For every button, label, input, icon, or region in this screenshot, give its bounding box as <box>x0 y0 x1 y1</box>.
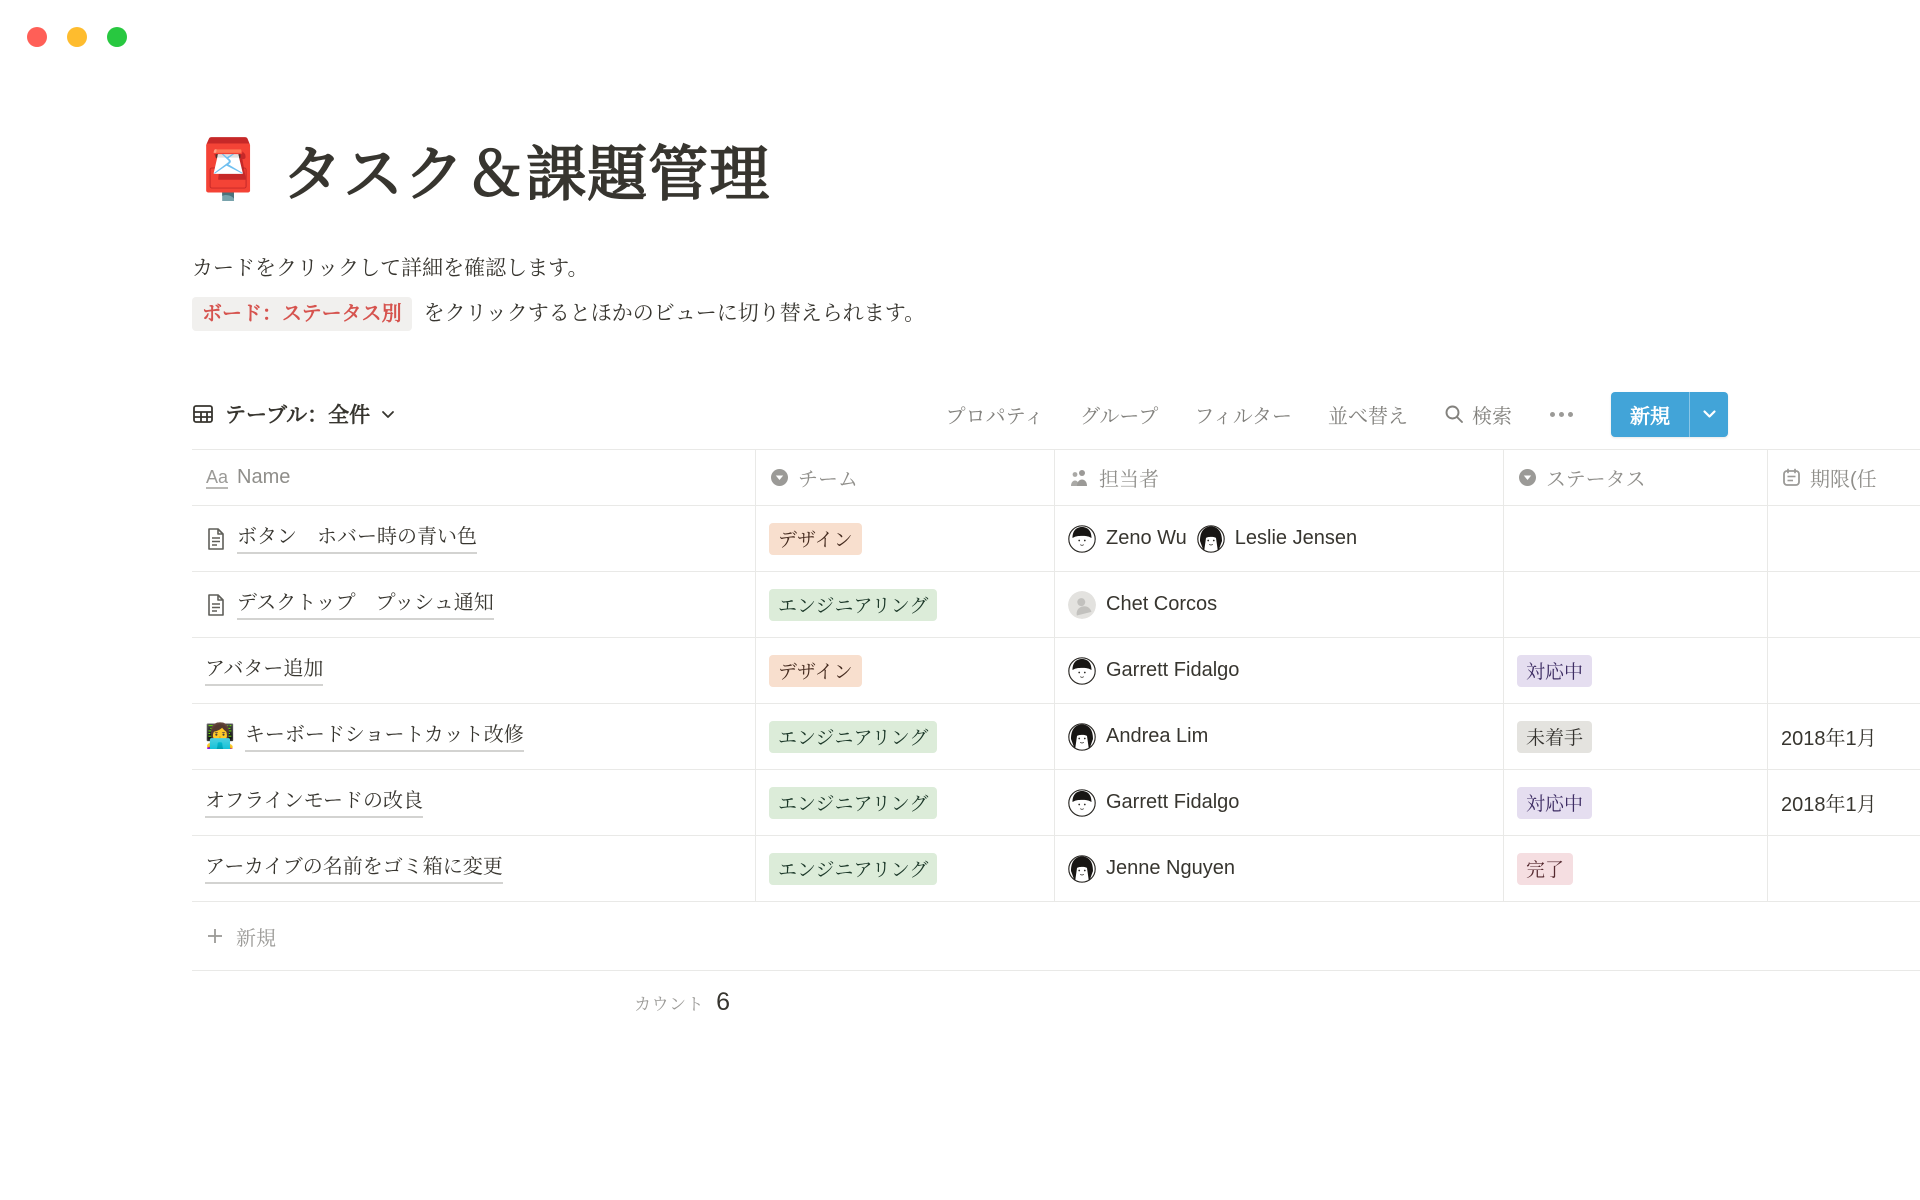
minimize-window-button[interactable] <box>67 27 87 47</box>
toolbar-item-group[interactable]: グループ <box>1079 405 1159 428</box>
assignee-cell[interactable] <box>1055 770 1504 835</box>
assignee <box>1068 657 1239 685</box>
status-cell[interactable] <box>1504 836 1768 901</box>
avatar <box>1068 657 1096 685</box>
table-row <box>192 836 1920 902</box>
column-label: ステータス <box>1546 469 1646 491</box>
table-view-icon <box>192 403 214 425</box>
team-tag: エンジニアリング <box>769 721 937 753</box>
assignee-cell[interactable] <box>1055 506 1504 571</box>
due-date-cell[interactable] <box>1768 704 1920 769</box>
column-header-team[interactable] <box>756 450 1055 505</box>
task-name-cell[interactable] <box>192 638 756 703</box>
assignee-cell[interactable] <box>1055 836 1504 901</box>
status-cell[interactable] <box>1504 638 1768 703</box>
page-icon <box>205 527 227 551</box>
task-title[interactable]: アーカイブの名前をゴミ箱に変更 <box>205 854 503 884</box>
column-header-assignee[interactable] <box>1055 450 1504 505</box>
new-button-dropdown[interactable] <box>1690 392 1728 437</box>
team-cell[interactable] <box>756 770 1055 835</box>
close-window-button[interactable] <box>27 27 47 47</box>
status-tag: 対応中 <box>1517 787 1592 819</box>
text-icon: Aa <box>206 467 229 487</box>
page-description-line2 <box>192 295 1920 333</box>
column-label: 担当者 <box>1099 469 1159 491</box>
toolbar-items <box>946 400 1408 429</box>
status-tag: 対応中 <box>1517 655 1592 687</box>
table-row <box>192 638 1920 704</box>
team-tag: エンジニアリング <box>769 853 937 885</box>
postbox-icon[interactable]: 📮 <box>192 137 265 202</box>
task-title[interactable]: キーボードショートカット改修 <box>245 722 524 752</box>
count-row <box>192 971 756 1033</box>
due-date: 2018年1月 <box>1781 728 1877 750</box>
column-label: チーム <box>798 469 858 491</box>
task-name-cell[interactable] <box>192 836 756 901</box>
assignee-name: Chet Corcos <box>1106 593 1218 615</box>
team-cell[interactable] <box>756 704 1055 769</box>
page-header <box>192 128 1920 212</box>
avatar <box>1197 525 1225 553</box>
assignee-name: Andrea Lim <box>1106 725 1209 747</box>
due-date-cell[interactable] <box>1768 770 1920 835</box>
due-date: 2018年1月 <box>1781 794 1877 816</box>
add-row-button[interactable] <box>192 902 1920 971</box>
team-tag: エンジニアリング <box>769 589 937 621</box>
column-header-name[interactable] <box>192 450 756 505</box>
add-row-label: 新規 <box>236 927 276 950</box>
avatar <box>1068 723 1096 751</box>
ellipsis-icon <box>1550 412 1555 417</box>
view-switcher-label: テーブル：全件 <box>225 404 371 427</box>
column-label: Name <box>237 466 291 488</box>
team-tag: エンジニアリング <box>769 787 937 819</box>
assignee-name: Jenne Nguyen <box>1106 857 1235 879</box>
search-icon <box>1444 404 1464 424</box>
count-value: 6 <box>716 987 730 1016</box>
due-date-cell[interactable] <box>1768 506 1920 571</box>
assignee-name: Zeno Wu <box>1106 527 1187 549</box>
assignee-cell[interactable] <box>1055 704 1504 769</box>
person-icon <box>1069 468 1090 487</box>
status-cell[interactable] <box>1504 704 1768 769</box>
new-button-group <box>1611 392 1728 437</box>
technologist-emoji-icon: 👩‍💻 <box>205 722 235 750</box>
view-toolbar <box>192 379 1728 449</box>
due-date-cell[interactable] <box>1768 572 1920 637</box>
table-row <box>192 572 1920 638</box>
due-date-cell[interactable] <box>1768 638 1920 703</box>
toolbar-item-properties[interactable]: プロパティ <box>945 405 1044 428</box>
search-button[interactable] <box>1444 400 1512 429</box>
toolbar-item-filter[interactable]: フィルター <box>1194 405 1292 428</box>
team-cell[interactable] <box>756 572 1055 637</box>
task-title[interactable]: デスクトップ プッシュ通知 <box>237 590 494 620</box>
inline-code-chip: ボード：ステータス別 <box>192 297 412 331</box>
column-header-status[interactable] <box>1504 450 1768 505</box>
assignee-cell[interactable] <box>1055 572 1504 637</box>
assignee-name: Garrett Fidalgo <box>1106 659 1240 681</box>
page-title: タスク＆課題管理 <box>282 141 771 208</box>
assignee <box>1068 855 1235 883</box>
task-name-cell[interactable] <box>192 770 756 835</box>
count-label: カウント <box>634 994 705 1014</box>
task-title[interactable]: ボタン ホバー時の青い色 <box>237 524 477 554</box>
toolbar-actions <box>946 392 1728 437</box>
page-description-line2-text: をクリックするとほかのビューに切り替えられます。 <box>423 302 926 325</box>
status-tag: 未着手 <box>1517 721 1592 753</box>
team-tag: デザイン <box>769 523 862 555</box>
status-cell[interactable] <box>1504 770 1768 835</box>
search-label: 検索 <box>1472 405 1512 428</box>
view-switcher[interactable] <box>192 399 395 429</box>
task-table <box>192 449 1920 1033</box>
chevron-down-icon <box>1702 409 1717 419</box>
toolbar-item-sort[interactable]: 並べ替え <box>1328 405 1408 428</box>
assignee <box>1068 723 1208 751</box>
assignee-name: Garrett Fidalgo <box>1106 791 1240 813</box>
status-cell[interactable] <box>1504 506 1768 571</box>
page-icon <box>205 593 227 617</box>
task-name-cell[interactable] <box>192 506 756 571</box>
assignee-cell[interactable] <box>1055 638 1504 703</box>
window-controls <box>27 27 127 47</box>
task-title[interactable]: アバター追加 <box>205 656 323 686</box>
assignee <box>1068 789 1239 817</box>
assignee <box>1197 525 1357 553</box>
column-header-due[interactable] <box>1768 450 1920 505</box>
new-button[interactable]: 新規 <box>1630 405 1670 428</box>
page-description-line1: カードをクリックして詳細を確認します。 <box>192 257 589 280</box>
select-icon <box>1518 468 1537 487</box>
task-name-cell[interactable] <box>192 704 756 769</box>
assignee <box>1068 591 1217 619</box>
table-row <box>192 506 1920 572</box>
task-title[interactable]: オフラインモードの改良 <box>205 788 423 818</box>
status-cell[interactable] <box>1504 572 1768 637</box>
team-cell[interactable] <box>756 836 1055 901</box>
avatar <box>1068 855 1096 883</box>
team-cell[interactable] <box>756 506 1055 571</box>
table-row <box>192 770 1920 836</box>
calendar-icon <box>1782 468 1801 487</box>
assignee-name: Leslie Jensen <box>1234 527 1358 549</box>
select-icon <box>770 468 789 487</box>
avatar <box>1068 789 1096 817</box>
due-date-cell[interactable] <box>1768 836 1920 901</box>
team-tag: デザイン <box>769 655 862 687</box>
table-header-row <box>192 449 1920 506</box>
avatar <box>1068 591 1096 619</box>
table-row <box>192 704 1920 770</box>
chevron-down-icon <box>381 409 395 419</box>
plus-icon <box>206 927 224 945</box>
team-cell[interactable] <box>756 638 1055 703</box>
task-name-cell[interactable] <box>192 572 756 637</box>
table-body <box>192 506 1920 902</box>
zoom-window-button[interactable] <box>107 27 127 47</box>
status-tag: 完了 <box>1517 853 1573 885</box>
assignee <box>1068 525 1187 553</box>
column-label: 期限(任 <box>1810 469 1877 491</box>
avatar <box>1068 525 1096 553</box>
more-options-button[interactable] <box>1548 412 1575 417</box>
